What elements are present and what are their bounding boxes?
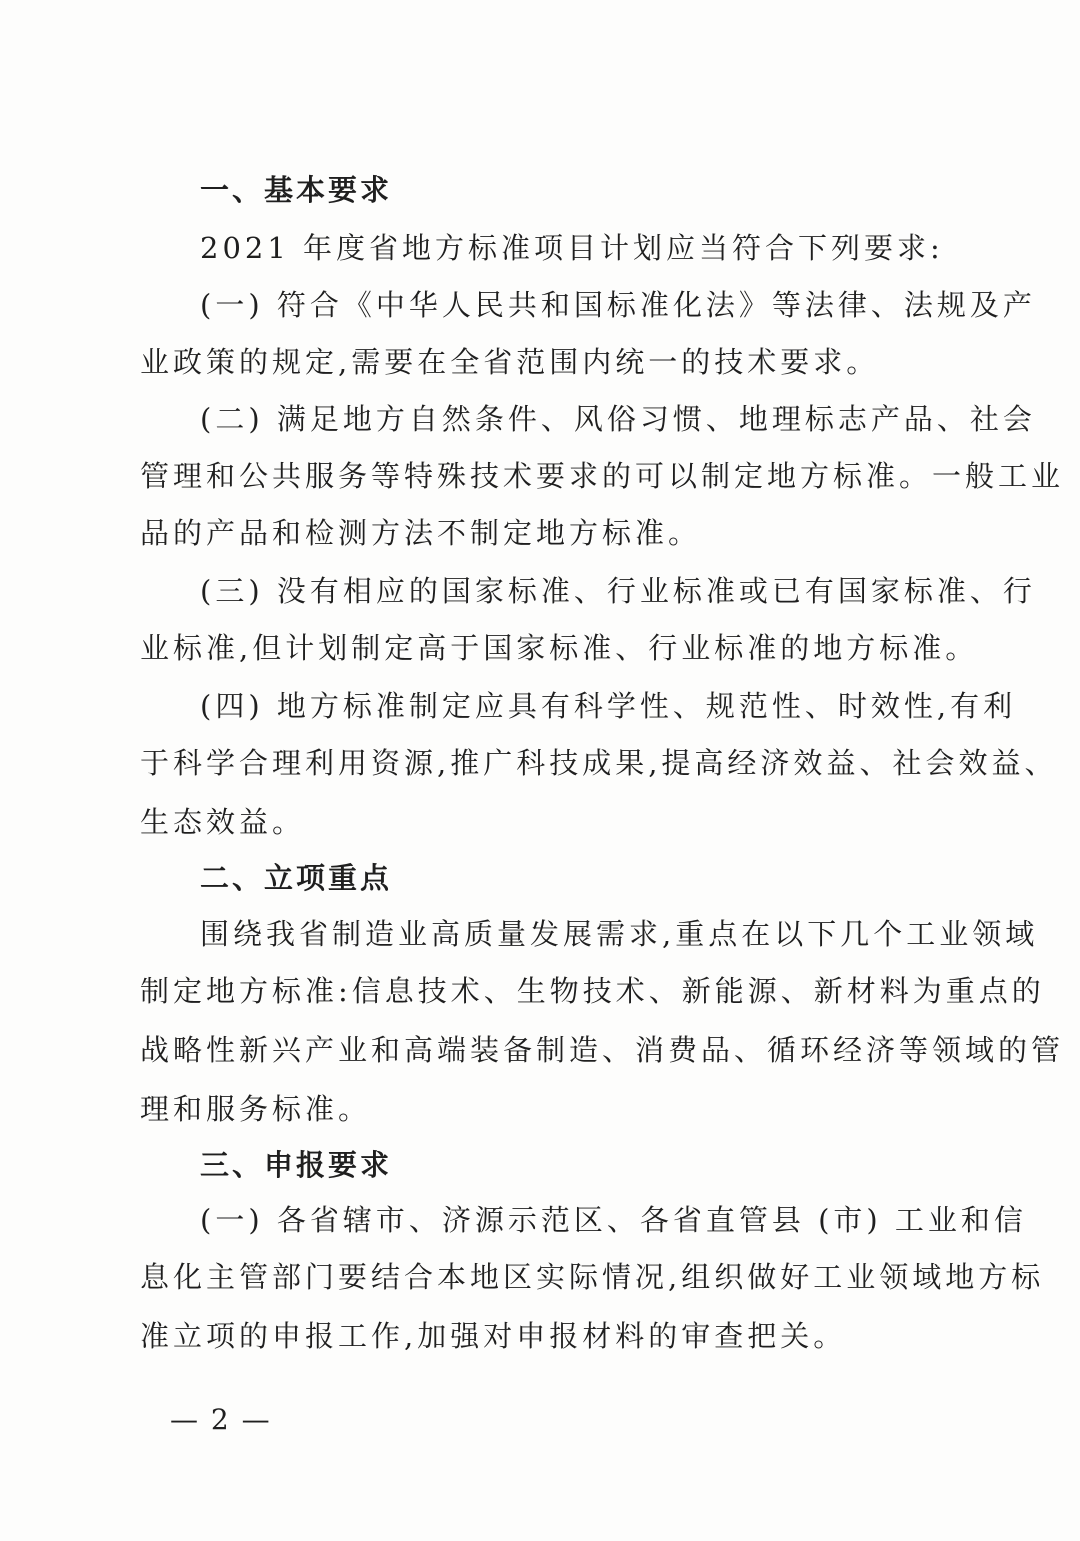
section-heading-basic-requirements: 一、基本要求 [200, 173, 393, 207]
paragraph-line: 业标准,但计划制定高于国家标准、行业标准的地方标准。 [140, 631, 979, 665]
paragraph-line: (一) 符合《中华人民共和国标准化法》等法律、法规及产 [200, 288, 1036, 322]
paragraph-line: 制定地方标准:信息技术、生物技术、新能源、新材料为重点的 [140, 974, 1045, 1008]
paragraph-line: 围绕我省制造业高质量发展需求,重点在以下几个工业领域 [200, 917, 1039, 951]
paragraph-line: 于科学合理利用资源,推广科技成果,提高经济效益、社会效益、 [140, 746, 1058, 780]
section-heading-key-projects: 二、立项重点 [200, 861, 393, 895]
paragraph-line: 息化主管部门要结合本地区实际情况,组织做好工业领域地方标 [140, 1260, 1045, 1294]
paragraph-line: 战略性新兴产业和高端装备制造、消费品、循环经济等领域的管 [140, 1033, 1065, 1067]
paragraph-line: (二) 满足地方自然条件、风俗习惯、地理标志产品、社会 [200, 402, 1036, 436]
paragraph-line: 理和服务标准。 [140, 1092, 372, 1126]
paragraph-line: (四) 地方标准制定应具有科学性、规范性、时效性,有利 [200, 689, 1017, 723]
paragraph-line: 准立项的申报工作,加强对申报材料的审查把关。 [140, 1319, 847, 1353]
paragraph-line: 管理和公共服务等特殊技术要求的可以制定地方标准。一般工业 [140, 459, 1065, 493]
paragraph-line: (一) 各省辖市、济源示范区、各省直管县 (市) 工业和信 [200, 1203, 1027, 1237]
paragraph-line: 生态效益。 [140, 805, 306, 839]
paragraph-line: 2021 年度省地方标准项目计划应当符合下列要求: [200, 231, 944, 265]
paragraph-line: 品的产品和检测方法不制定地方标准。 [140, 516, 702, 550]
page-number: — 2 — [170, 1403, 272, 1436]
paragraph-line: (三) 没有相应的国家标准、行业标准或已有国家标准、行 [200, 574, 1036, 608]
section-heading-application-requirements: 三、申报要求 [200, 1148, 393, 1182]
paragraph-line: 业政策的规定,需要在全省范围内统一的技术要求。 [140, 345, 880, 379]
